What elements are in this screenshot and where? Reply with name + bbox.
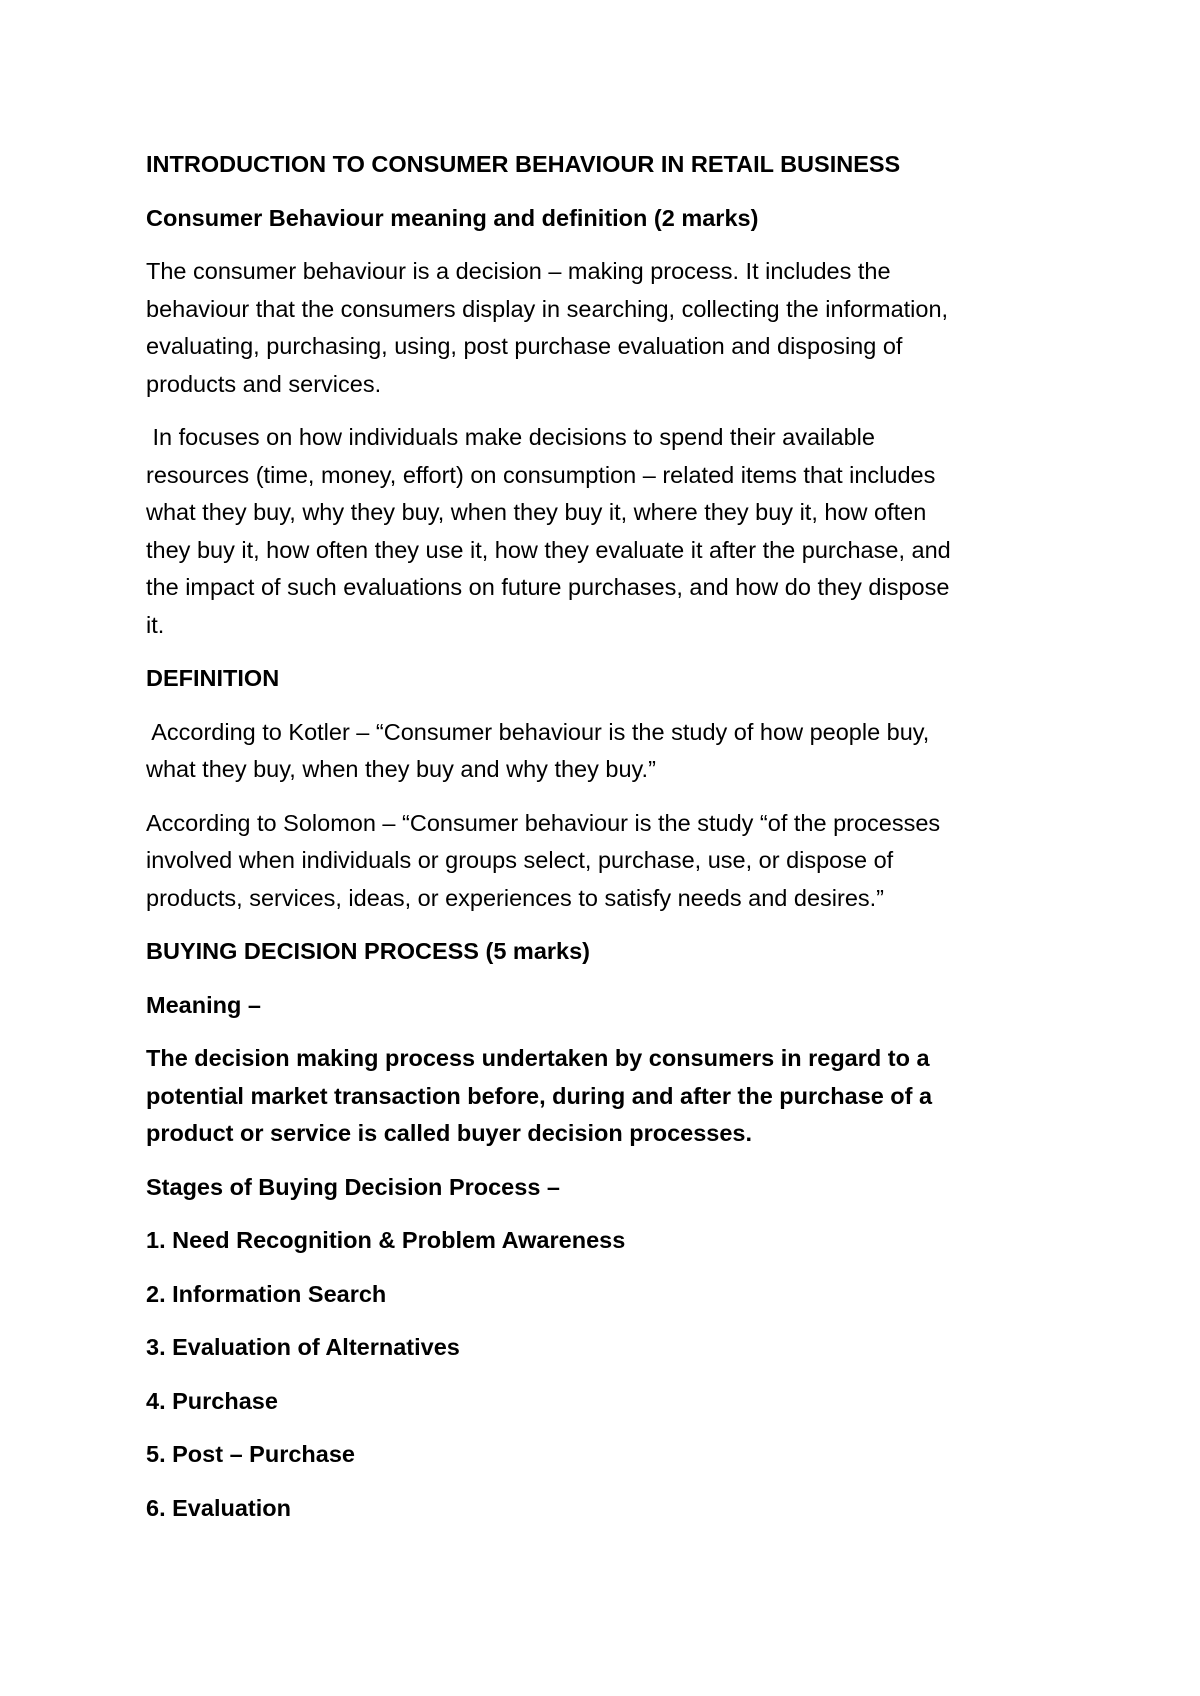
buying-decision-heading: BUYING DECISION PROCESS (5 marks) bbox=[146, 938, 590, 964]
stage-item: 4. Purchase bbox=[146, 1387, 278, 1414]
definition-solomon bbox=[146, 805, 1076, 918]
stage-item: 5. Post – Purchase bbox=[146, 1441, 355, 1467]
paragraph-line: it. bbox=[146, 611, 165, 638]
paragraph-line: potential market transaction before, during and after the purchase of a bbox=[146, 1082, 933, 1109]
stage-item: 3. Evaluation of Alternatives bbox=[146, 1334, 460, 1360]
subheading-meaning-definition: Consumer Behaviour meaning and definition (2 marks) bbox=[146, 204, 759, 231]
paragraph-line: what they buy, why they buy, when they buy it, where they buy it, how often bbox=[146, 499, 927, 525]
paragraph-line: resources (time, money, effort) on consumption – related items that includes bbox=[146, 461, 936, 488]
paragraph-consumer-behaviour bbox=[146, 253, 1076, 403]
paragraph-line: behaviour that the consumers display in searching, collecting the information, bbox=[146, 295, 949, 322]
meaning-label: Meaning – bbox=[146, 991, 261, 1018]
stage-item: 1. Need Recognition & Problem Awareness bbox=[146, 1227, 626, 1253]
stages-list bbox=[146, 1222, 1076, 1527]
document-title: INTRODUCTION TO CONSUMER BEHAVIOUR IN RETAIL BUSINESS bbox=[146, 151, 901, 177]
definition-kotler bbox=[146, 714, 1076, 789]
paragraph-line: According to Kotler – “Consumer behaviour is the study of how people buy, bbox=[146, 718, 930, 745]
paragraph-focus bbox=[146, 419, 1076, 644]
paragraph-line: The consumer behaviour is a decision – making process. It includes the bbox=[146, 258, 891, 284]
paragraph-line: In focuses on how individuals make decisions to spend their available bbox=[146, 424, 875, 450]
paragraph-line: According to Solomon – “Consumer behaviour is the study “of the processes bbox=[146, 809, 941, 836]
paragraph-line: evaluating, purchasing, using, post purchase evaluation and disposing of bbox=[146, 333, 903, 359]
stages-heading: Stages of Buying Decision Process – bbox=[146, 1173, 560, 1200]
meaning-paragraph bbox=[146, 1040, 1076, 1153]
paragraph-line: they buy it, how often they use it, how they evaluate it after the purchase, and bbox=[146, 536, 951, 563]
document-body bbox=[146, 146, 1076, 1543]
paragraph-line: product or service is called buyer decision processes. bbox=[146, 1120, 753, 1146]
paragraph-line: the impact of such evaluations on future purchases, and how do they dispose bbox=[146, 574, 950, 600]
paragraph-line: what they buy, when they buy and why they buy.” bbox=[146, 756, 656, 782]
stage-item: 6. Evaluation bbox=[146, 1494, 291, 1521]
stage-item: 2. Information Search bbox=[146, 1280, 387, 1307]
paragraph-line: products, services, ideas, or experiences to satisfy needs and desires.” bbox=[146, 884, 885, 911]
paragraph-line: The decision making process undertaken by consumers in regard to a bbox=[146, 1045, 930, 1071]
paragraph-line: products and services. bbox=[146, 370, 382, 397]
paragraph-line: involved when individuals or groups select, purchase, use, or dispose of bbox=[146, 847, 894, 873]
definition-heading: DEFINITION bbox=[146, 665, 280, 691]
